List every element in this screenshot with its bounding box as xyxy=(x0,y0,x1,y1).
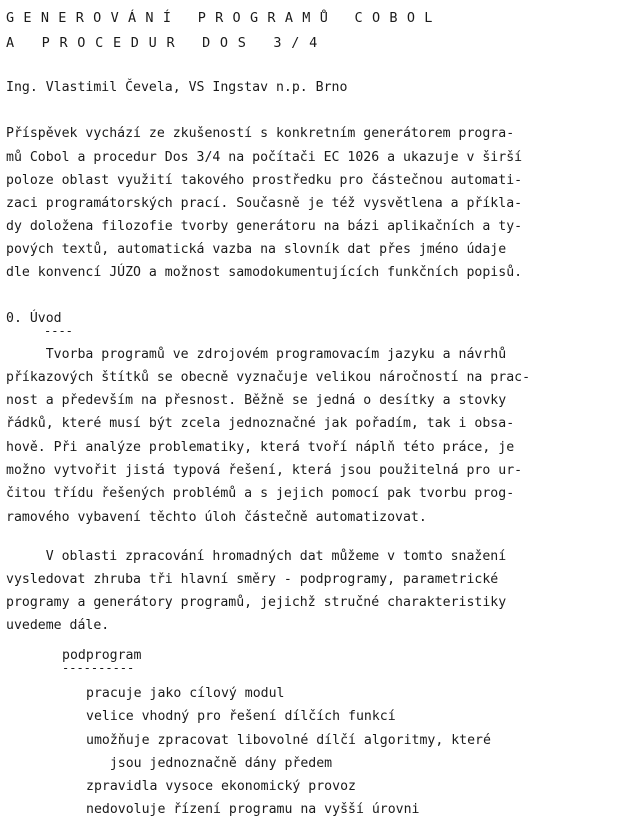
abstract-line: zaci programátorských prací. Současně je též vysvětlena a příkla- xyxy=(6,196,523,211)
list-item: umožňuje zpracovat libovolné dílčí algoritmy, které xyxy=(86,733,491,748)
section-heading-underline: ---- xyxy=(44,324,73,338)
list-item: jsou jednoznačně dány předem xyxy=(86,756,333,771)
paragraph-line: nost a především na přesnost. Běžně se jedná o desítky a stovky xyxy=(6,393,507,408)
abstract-line: poloze oblast využití takového prostředku pro částečnou automati- xyxy=(6,173,523,188)
document-title-line-2: A PROCEDUR DOS 3/4 xyxy=(6,35,327,51)
section-heading: 0. Úvod xyxy=(6,311,62,326)
paragraph-line: ramového vybavení těchto úloh částečně automatizovat. xyxy=(6,510,427,525)
list-item: nedovoluje řízení programu na vyšší úrovni xyxy=(86,802,420,817)
paragraph-line: hově. Při analýze problematiky, která tvoří náplň této práce, je xyxy=(6,440,515,455)
list-item: zpravidla vysoce ekonomický provoz xyxy=(86,779,356,794)
paragraph-line: možno vytvořit jistá typová řešení, která jsou použitelná pro ur- xyxy=(6,463,523,478)
author-line: Ing. Vlastimil Čevela, VS Ingstav n.p. Brno xyxy=(6,80,348,95)
list-item: velice vhodný pro řešení dílčích funkcí xyxy=(86,709,396,724)
paragraph-line: řádků, které musí být zcela jednoznačné jak pořadím, tak i obsa- xyxy=(6,416,515,431)
list-item: pracuje jako cílový modul xyxy=(86,686,285,701)
paragraph-line: vysledovat zhruba tři hlavní směry - podprogramy, parametrické xyxy=(6,572,499,587)
paragraph-line: uvedeme dále. xyxy=(6,618,110,633)
abstract-line: dle konvencí JÚZO a možnost samodokumentujících funkčních popisů. xyxy=(6,265,523,280)
paragraph-line: příkazových štítků se obecně vyznačuje velikou náročností na prac- xyxy=(6,370,531,385)
paragraph-line: V oblasti zpracování hromadných dat můžeme v tomto snažení xyxy=(6,549,507,564)
document-title-line-1: GENEROVÁNÍ PROGRAMŮ COBOL xyxy=(6,10,442,26)
paragraph-line: čitou třídu řešených problémů a s jejich pomocí pak tvorbu prog- xyxy=(6,486,515,501)
subsection-heading-underline: ---------- xyxy=(62,661,135,675)
abstract-line: Příspěvek vychází ze zkušeností s konkretním generátorem progra- xyxy=(6,126,515,141)
paragraph-line: Tvorba programů ve zdrojovém programovacím jazyku a návrhů xyxy=(6,347,507,362)
abstract-line: dy doložena filozofie tvorby generátoru na bázi aplikačních a ty- xyxy=(6,219,523,234)
abstract-line: pových textů, automatická vazba na slovník dat přes jméno údaje xyxy=(6,242,507,257)
paragraph-line: programy a generátory programů, jejichž stručné charakteristiky xyxy=(6,595,507,610)
abstract-line: mů Cobol a procedur Dos 3/4 na počítači EC 1026 a ukazuje v širší xyxy=(6,150,523,165)
subsection-heading: podprogram xyxy=(62,648,142,663)
